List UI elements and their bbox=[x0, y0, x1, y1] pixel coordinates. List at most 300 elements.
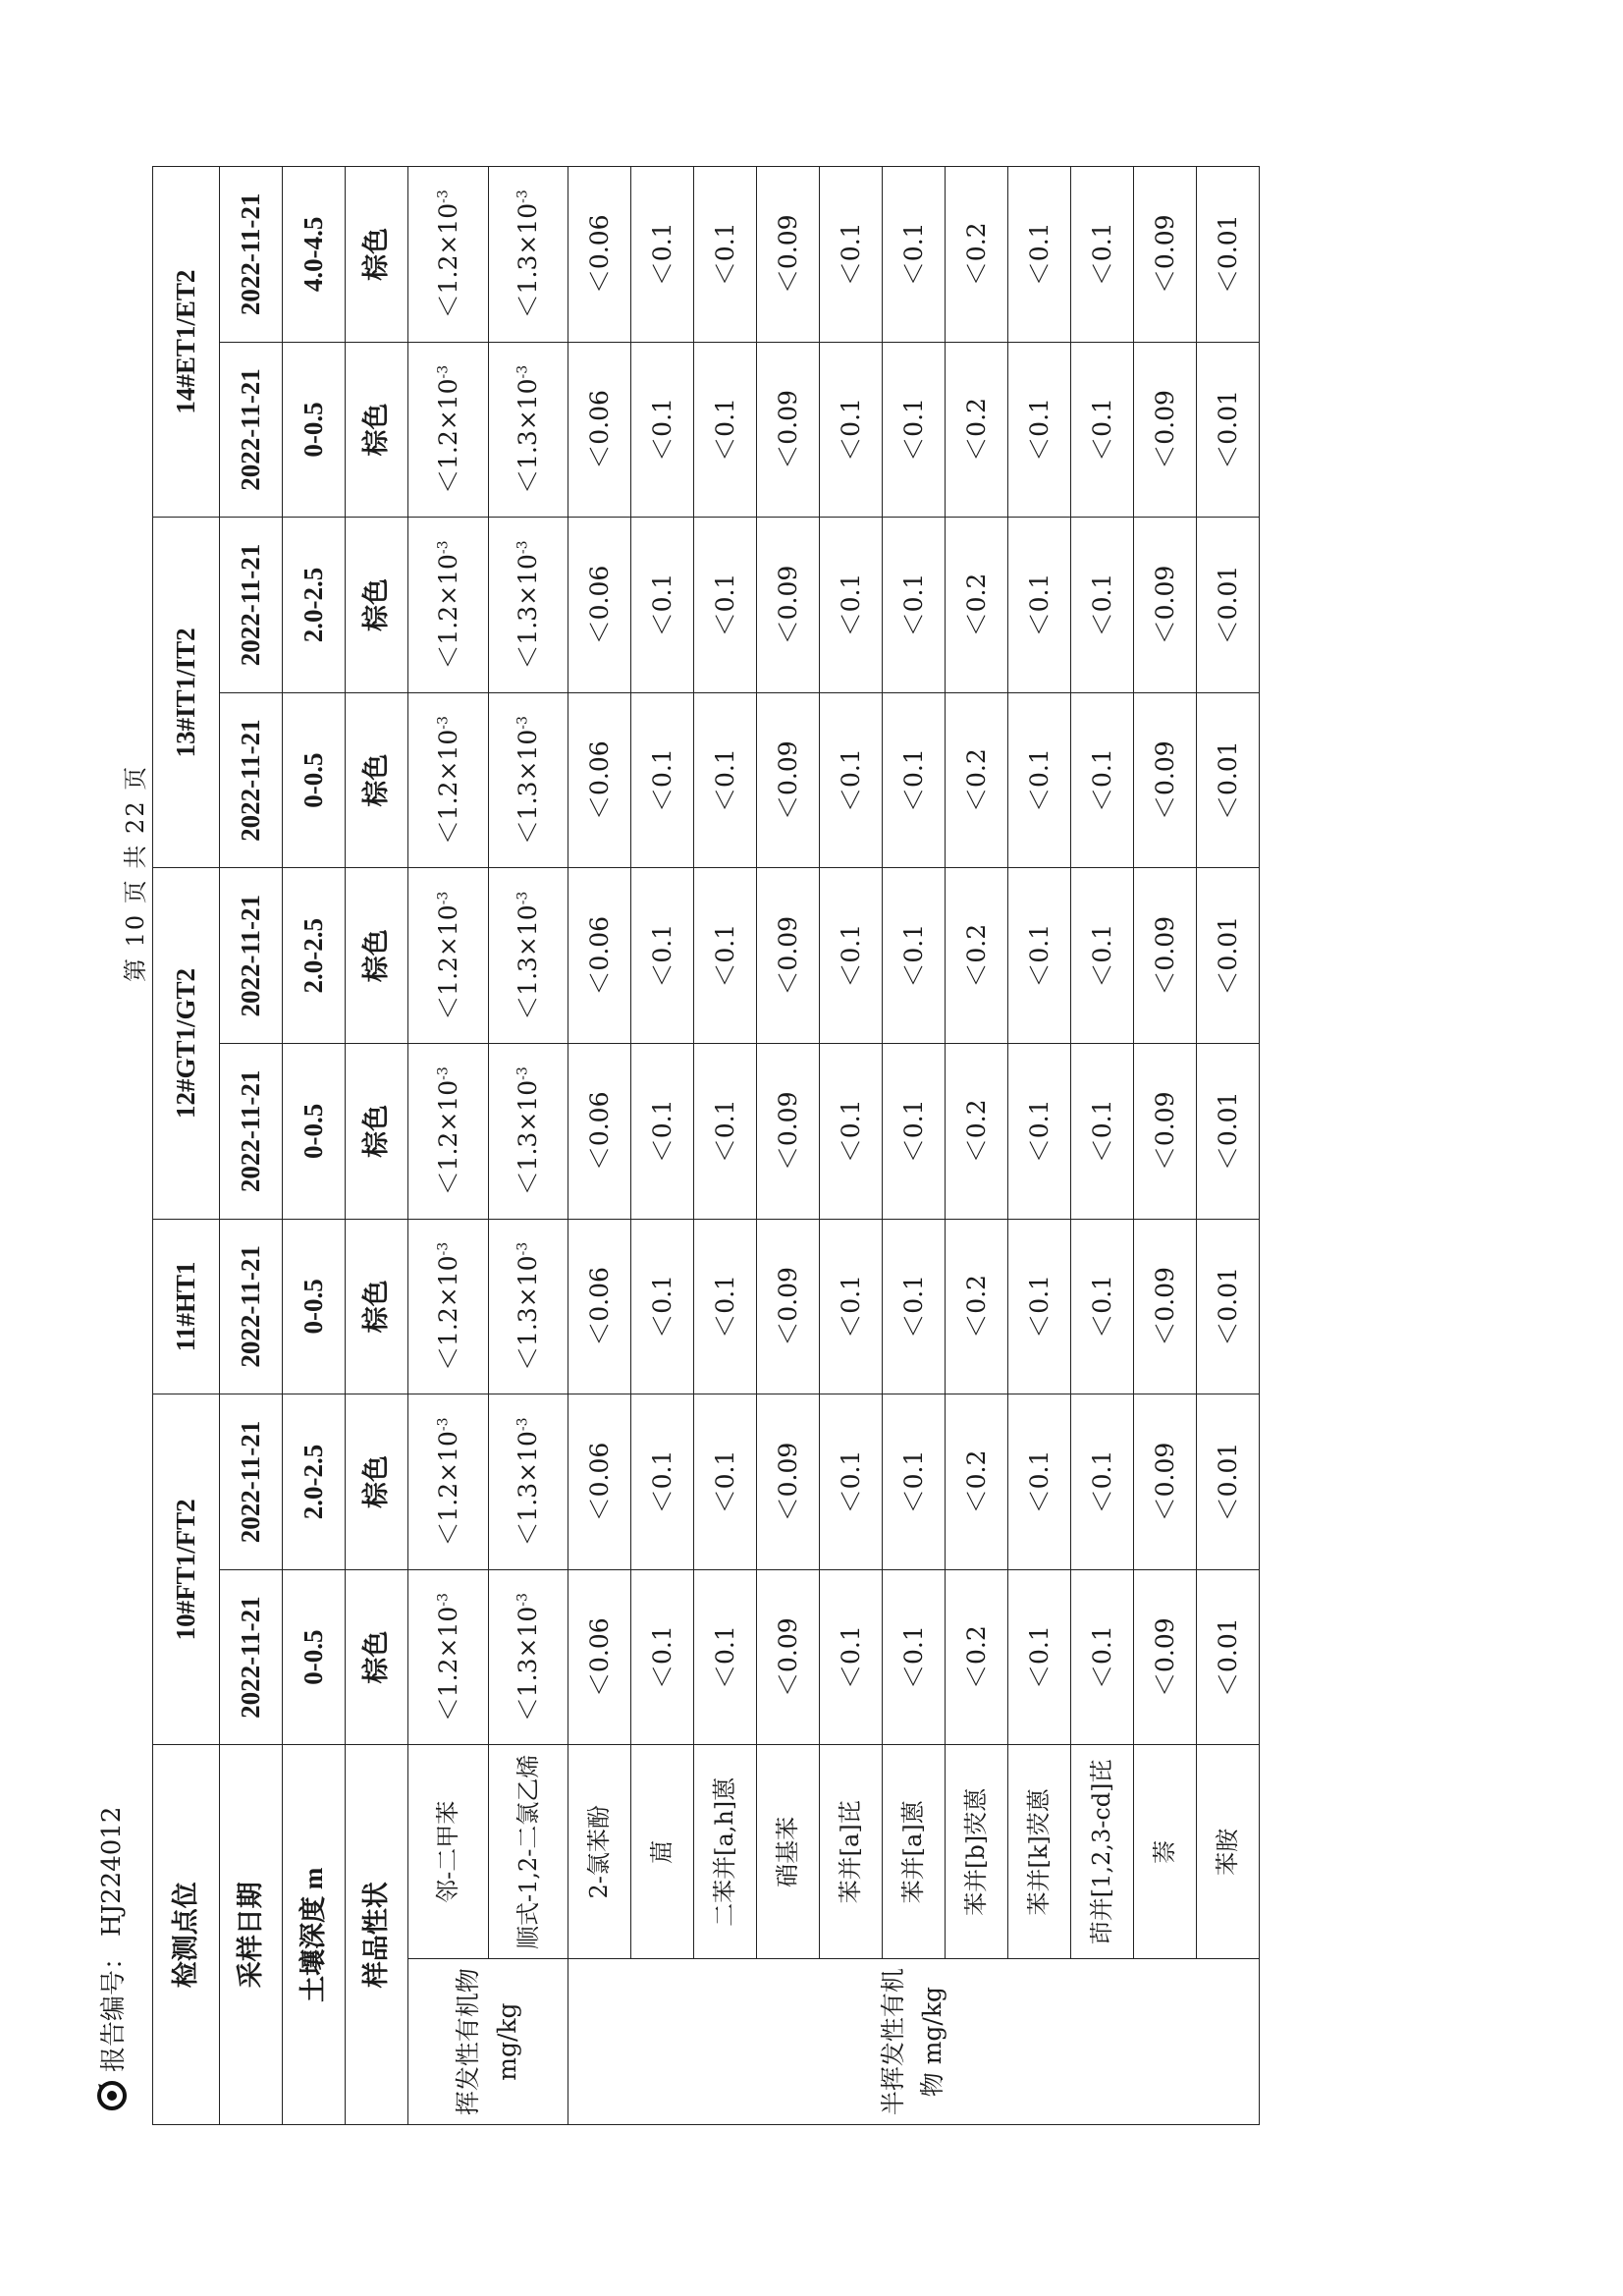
analyte-value bbox=[630, 868, 693, 1044]
analyte-value bbox=[819, 1219, 882, 1394]
value-text: ＜0.2 bbox=[961, 222, 991, 287]
value-text: ＜0.1 bbox=[836, 1275, 865, 1339]
analyte-value bbox=[1133, 692, 1196, 868]
point-name: 13#IT1/IT2 bbox=[153, 518, 220, 868]
value-text: ＜0.09 bbox=[773, 915, 802, 996]
analyte-value bbox=[1196, 518, 1259, 693]
analyte-value bbox=[756, 1219, 819, 1394]
value-exponent: -3 bbox=[514, 1241, 531, 1256]
value-text: ＜0.01 bbox=[1213, 565, 1242, 645]
category-label: 挥发性有机物 mg/kg bbox=[408, 1959, 568, 2125]
sample-depth: 2.0-2.5 bbox=[283, 1394, 346, 1570]
value-text: ＜0.09 bbox=[1150, 740, 1179, 820]
value-exponent: -3 bbox=[435, 1066, 452, 1080]
value-text: ＜0.09 bbox=[773, 1267, 802, 1346]
value-text: ＜0.1 bbox=[647, 748, 676, 813]
value-text: ＜0.1 bbox=[1087, 398, 1116, 462]
value-text: ＜0.2 bbox=[961, 1275, 991, 1339]
value-text: ＜0.1 bbox=[1024, 398, 1054, 462]
value-text: ＜1.2×10 bbox=[433, 554, 462, 670]
sample-date: 2022-11-21 bbox=[220, 1569, 283, 1745]
analyte-value bbox=[1133, 342, 1196, 518]
value-exponent: -3 bbox=[514, 891, 531, 905]
label-trait: 样品性状 bbox=[346, 1745, 408, 2125]
analyte-value bbox=[945, 1044, 1007, 1220]
value-text: ＜0.1 bbox=[836, 573, 865, 637]
analyte-value bbox=[1070, 1394, 1133, 1570]
point-name: 10#FT1/FT2 bbox=[153, 1394, 220, 1745]
analyte-value bbox=[882, 518, 945, 693]
analyte-value bbox=[568, 1044, 630, 1220]
value-text: ＜0.1 bbox=[1087, 1099, 1116, 1164]
value-text: ＜0.09 bbox=[773, 390, 802, 469]
analyte-value bbox=[1007, 518, 1070, 693]
analyte-value bbox=[819, 342, 882, 518]
value-text: ＜1.2×10 bbox=[433, 1606, 462, 1722]
value-text: ＜0.1 bbox=[710, 1625, 739, 1690]
analyte-value bbox=[693, 868, 756, 1044]
analyte-value bbox=[756, 1394, 819, 1570]
analyte-value bbox=[1196, 1394, 1259, 1570]
analyte-value bbox=[488, 692, 568, 868]
value-text: ＜0.1 bbox=[898, 748, 928, 813]
value-text: ＜0.1 bbox=[1087, 1449, 1116, 1514]
report-number: HJ224012 bbox=[96, 1806, 127, 1937]
analyte-value bbox=[568, 1219, 630, 1394]
value-text: ＜0.01 bbox=[1213, 1267, 1242, 1346]
value-text: ＜0.09 bbox=[773, 740, 802, 820]
analyte-value bbox=[1196, 1569, 1259, 1745]
value-exponent: -3 bbox=[435, 364, 452, 379]
analyte-value bbox=[1007, 692, 1070, 868]
value-text: ＜0.1 bbox=[710, 222, 739, 287]
analyte-name: 苯并[b]荧蒽 bbox=[945, 1745, 1007, 1959]
analyte-value bbox=[693, 342, 756, 518]
value-text: ＜1.3×10 bbox=[514, 202, 543, 319]
table-row bbox=[488, 167, 568, 2125]
analyte-name: 顺式-1,2-二氯乙烯 bbox=[488, 1745, 568, 1959]
analyte-value bbox=[408, 868, 488, 1044]
value-text: ＜0.01 bbox=[1213, 915, 1242, 996]
value-text: ＜0.1 bbox=[836, 1099, 865, 1164]
value-text: ＜1.3×10 bbox=[514, 378, 543, 495]
value-exponent: -3 bbox=[435, 190, 452, 203]
value-text: ＜1.2×10 bbox=[433, 729, 462, 846]
value-text: ＜0.2 bbox=[961, 573, 991, 637]
analyte-value bbox=[819, 1394, 882, 1570]
analyte-value bbox=[756, 167, 819, 343]
analyte-value bbox=[1070, 518, 1133, 693]
analyte-value bbox=[945, 518, 1007, 693]
table-row bbox=[1007, 167, 1070, 2125]
value-text: ＜0.1 bbox=[1087, 923, 1116, 988]
value-text: ＜0.1 bbox=[1024, 923, 1054, 988]
value-text: ＜0.1 bbox=[836, 398, 865, 462]
analyte-value bbox=[1070, 1044, 1133, 1220]
value-text: ＜0.1 bbox=[710, 398, 739, 462]
analyte-value bbox=[630, 1569, 693, 1745]
analyte-value bbox=[693, 518, 756, 693]
value-text: ＜0.1 bbox=[836, 923, 865, 988]
value-text: ＜0.1 bbox=[898, 923, 928, 988]
category-label: 半挥发性有机物 mg/kg bbox=[568, 1959, 1259, 2125]
table-row bbox=[1196, 167, 1259, 2125]
analyte-value bbox=[756, 692, 819, 868]
analyte-name: 䓛 bbox=[630, 1745, 693, 1959]
analyte-value bbox=[1196, 1219, 1259, 1394]
analyte-name: 苯并[a]蒽 bbox=[882, 1745, 945, 1959]
value-text: ＜0.1 bbox=[710, 1099, 739, 1164]
value-text: ＜0.1 bbox=[1087, 573, 1116, 637]
analyte-name: 苯并[k]荧蒽 bbox=[1007, 1745, 1070, 1959]
sample-date: 2022-11-21 bbox=[220, 1394, 283, 1570]
page-number: 第 10 页 共 22 页 bbox=[122, 764, 149, 982]
company-logo-icon bbox=[96, 2080, 128, 2111]
value-text: ＜0.2 bbox=[961, 1625, 991, 1690]
analyte-value bbox=[693, 1219, 756, 1394]
value-text: ＜0.06 bbox=[584, 1617, 614, 1697]
value-text: ＜0.1 bbox=[710, 923, 739, 988]
value-text: ＜0.06 bbox=[584, 740, 614, 820]
value-exponent: -3 bbox=[514, 364, 531, 379]
analyte-value bbox=[408, 342, 488, 518]
value-exponent: -3 bbox=[435, 540, 452, 555]
value-text: ＜1.3×10 bbox=[514, 904, 543, 1020]
analyte-value bbox=[1196, 1044, 1259, 1220]
analyte-value bbox=[945, 1219, 1007, 1394]
value-text: ＜0.01 bbox=[1213, 1617, 1242, 1697]
value-text: ＜0.2 bbox=[961, 1099, 991, 1164]
value-text: ＜0.09 bbox=[1150, 1267, 1179, 1346]
value-text: ＜0.06 bbox=[584, 1267, 614, 1346]
analyte-value bbox=[1196, 342, 1259, 518]
analyte-value bbox=[488, 868, 568, 1044]
analyte-value bbox=[756, 1569, 819, 1745]
analyte-value bbox=[1070, 692, 1133, 868]
value-text: ＜0.1 bbox=[898, 1625, 928, 1690]
header-row-date bbox=[220, 167, 283, 2125]
value-text: ＜0.1 bbox=[1024, 1625, 1054, 1690]
value-text: ＜0.1 bbox=[647, 398, 676, 462]
sample-date: 2022-11-21 bbox=[220, 1219, 283, 1394]
analyte-value bbox=[488, 1219, 568, 1394]
sample-depth: 2.0-2.5 bbox=[283, 868, 346, 1044]
value-text: ＜0.09 bbox=[773, 1091, 802, 1172]
value-text: ＜0.1 bbox=[836, 1449, 865, 1514]
analyte-value bbox=[408, 1044, 488, 1220]
analyte-value bbox=[568, 1569, 630, 1745]
analyte-value bbox=[756, 1044, 819, 1220]
analyte-value bbox=[488, 1569, 568, 1745]
analyte-value bbox=[882, 1044, 945, 1220]
analyte-value bbox=[568, 167, 630, 343]
value-text: ＜0.1 bbox=[647, 1275, 676, 1339]
value-text: ＜0.1 bbox=[1087, 1275, 1116, 1339]
value-text: ＜1.3×10 bbox=[514, 1079, 543, 1196]
analyte-value bbox=[882, 167, 945, 343]
analyte-value bbox=[882, 1569, 945, 1745]
table-row bbox=[945, 167, 1007, 2125]
value-text: ＜0.09 bbox=[773, 1617, 802, 1697]
point-name: 11#HT1 bbox=[153, 1219, 220, 1394]
sample-trait: 棕色 bbox=[346, 342, 408, 518]
sample-depth: 4.0-4.5 bbox=[283, 167, 346, 343]
value-text: ＜0.2 bbox=[961, 398, 991, 462]
value-text: ＜0.1 bbox=[1087, 748, 1116, 813]
analyte-value bbox=[1007, 167, 1070, 343]
value-text: ＜0.09 bbox=[773, 1442, 802, 1522]
point-name: 14#ET1/ET2 bbox=[153, 167, 220, 518]
sample-trait: 棕色 bbox=[346, 1219, 408, 1394]
header-row-depth bbox=[283, 167, 346, 2125]
value-text: ＜1.2×10 bbox=[433, 378, 462, 495]
analyte-value bbox=[819, 518, 882, 693]
analyte-value bbox=[756, 342, 819, 518]
sample-depth: 2.0-2.5 bbox=[283, 518, 346, 693]
value-text: ＜0.06 bbox=[584, 214, 614, 295]
sample-trait: 棕色 bbox=[346, 868, 408, 1044]
value-text: ＜0.1 bbox=[710, 1275, 739, 1339]
sample-depth: 0-0.5 bbox=[283, 342, 346, 518]
table-row bbox=[882, 167, 945, 2125]
value-exponent: -3 bbox=[514, 1417, 531, 1432]
sample-depth: 0-0.5 bbox=[283, 1569, 346, 1745]
analyte-value bbox=[1133, 1569, 1196, 1745]
sample-trait: 棕色 bbox=[346, 518, 408, 693]
value-text: ＜0.1 bbox=[647, 222, 676, 287]
value-text: ＜0.1 bbox=[1024, 573, 1054, 637]
sample-depth: 0-0.5 bbox=[283, 692, 346, 868]
value-text: ＜0.06 bbox=[584, 1442, 614, 1522]
value-text: ＜1.3×10 bbox=[514, 1606, 543, 1722]
table-row bbox=[568, 167, 630, 2125]
value-text: ＜0.1 bbox=[898, 222, 928, 287]
analyte-value bbox=[693, 167, 756, 343]
sample-date: 2022-11-21 bbox=[220, 1044, 283, 1220]
analyte-value bbox=[693, 1569, 756, 1745]
value-text: ＜0.09 bbox=[1150, 915, 1179, 996]
table-row bbox=[630, 167, 693, 2125]
analyte-value bbox=[945, 692, 1007, 868]
analyte-value bbox=[1007, 1219, 1070, 1394]
analyte-name: 硝基苯 bbox=[756, 1745, 819, 1959]
header-row-trait bbox=[346, 167, 408, 2125]
results-table-wrapper bbox=[152, 166, 1260, 2125]
value-text: ＜0.1 bbox=[710, 748, 739, 813]
analyte-value bbox=[1196, 692, 1259, 868]
value-text: ＜0.09 bbox=[1150, 1091, 1179, 1172]
analyte-value bbox=[630, 167, 693, 343]
analyte-value bbox=[945, 868, 1007, 1044]
value-text: ＜0.1 bbox=[710, 1449, 739, 1514]
analyte-value bbox=[756, 518, 819, 693]
analyte-value bbox=[1133, 1394, 1196, 1570]
sample-depth: 0-0.5 bbox=[283, 1044, 346, 1220]
sample-date: 2022-11-21 bbox=[220, 868, 283, 1044]
analyte-name: 邻-二甲苯 bbox=[408, 1745, 488, 1959]
value-text: ＜1.2×10 bbox=[433, 1255, 462, 1372]
analyte-value bbox=[693, 692, 756, 868]
value-text: ＜1.2×10 bbox=[433, 1079, 462, 1196]
analyte-value bbox=[1196, 868, 1259, 1044]
value-text: ＜0.1 bbox=[1024, 222, 1054, 287]
results-table bbox=[152, 166, 1260, 2125]
value-text: ＜0.2 bbox=[961, 923, 991, 988]
table-row bbox=[408, 167, 488, 2125]
analyte-value bbox=[1007, 1569, 1070, 1745]
value-text: ＜0.09 bbox=[1150, 390, 1179, 469]
analyte-value bbox=[630, 1219, 693, 1394]
value-text: ＜0.1 bbox=[1087, 1625, 1116, 1690]
analyte-value bbox=[408, 1394, 488, 1570]
value-text: ＜0.1 bbox=[647, 573, 676, 637]
results-table-body bbox=[153, 167, 1260, 2125]
value-text: ＜0.01 bbox=[1213, 1442, 1242, 1522]
value-exponent: -3 bbox=[514, 190, 531, 203]
analyte-value bbox=[630, 342, 693, 518]
sample-depth: 0-0.5 bbox=[283, 1219, 346, 1394]
sample-date: 2022-11-21 bbox=[220, 342, 283, 518]
value-text: ＜0.1 bbox=[898, 1099, 928, 1164]
analyte-value bbox=[568, 342, 630, 518]
value-text: ＜1.3×10 bbox=[514, 554, 543, 670]
value-text: ＜0.01 bbox=[1213, 390, 1242, 469]
value-text: ＜0.09 bbox=[1150, 1442, 1179, 1522]
analyte-value bbox=[1133, 518, 1196, 693]
value-text: ＜0.1 bbox=[1024, 748, 1054, 813]
analyte-value bbox=[568, 518, 630, 693]
value-text: ＜0.09 bbox=[773, 214, 802, 295]
sample-trait: 棕色 bbox=[346, 1394, 408, 1570]
analyte-value bbox=[945, 1569, 1007, 1745]
value-text: ＜0.06 bbox=[584, 390, 614, 469]
value-text: ＜1.3×10 bbox=[514, 1255, 543, 1372]
analyte-value bbox=[882, 868, 945, 1044]
analyte-name: 2-氯苯酚 bbox=[568, 1745, 630, 1959]
value-exponent: -3 bbox=[435, 1241, 452, 1256]
value-text: ＜0.1 bbox=[898, 1275, 928, 1339]
table-row bbox=[819, 167, 882, 2125]
value-exponent: -3 bbox=[514, 716, 531, 730]
value-text: ＜0.1 bbox=[898, 573, 928, 637]
report-number-label: 报告编号： bbox=[99, 1943, 129, 2072]
analyte-value bbox=[1196, 167, 1259, 343]
value-text: ＜0.1 bbox=[898, 398, 928, 462]
sample-trait: 棕色 bbox=[346, 1044, 408, 1220]
analyte-value bbox=[1070, 167, 1133, 343]
report-header bbox=[93, 1807, 130, 2111]
table-row bbox=[756, 167, 819, 2125]
value-text: ＜0.06 bbox=[584, 915, 614, 996]
analyte-value bbox=[568, 868, 630, 1044]
value-text: ＜0.2 bbox=[961, 1449, 991, 1514]
analyte-value bbox=[568, 1394, 630, 1570]
value-exponent: -3 bbox=[435, 1593, 452, 1607]
value-text: ＜0.1 bbox=[647, 1449, 676, 1514]
value-text: ＜0.01 bbox=[1213, 740, 1242, 820]
analyte-value bbox=[693, 1044, 756, 1220]
analyte-value bbox=[1070, 1219, 1133, 1394]
value-text: ＜0.06 bbox=[584, 565, 614, 645]
value-text: ＜1.3×10 bbox=[514, 1431, 543, 1547]
analyte-value bbox=[1007, 1044, 1070, 1220]
analyte-value bbox=[1007, 1394, 1070, 1570]
value-text: ＜0.1 bbox=[647, 1099, 676, 1164]
sample-date: 2022-11-21 bbox=[220, 692, 283, 868]
value-text: ＜0.06 bbox=[584, 1091, 614, 1172]
analyte-value bbox=[693, 1394, 756, 1570]
analyte-name: 苯胺 bbox=[1196, 1745, 1259, 1959]
sample-date: 2022-11-21 bbox=[220, 518, 283, 693]
analyte-name: 二苯并[a,h]蒽 bbox=[693, 1745, 756, 1959]
analyte-value bbox=[1007, 342, 1070, 518]
value-text: ＜0.1 bbox=[1024, 1449, 1054, 1514]
analyte-value bbox=[408, 167, 488, 343]
analyte-value bbox=[819, 167, 882, 343]
value-exponent: -3 bbox=[514, 540, 531, 555]
value-text: ＜0.09 bbox=[773, 565, 802, 645]
analyte-value bbox=[819, 868, 882, 1044]
analyte-value bbox=[819, 1044, 882, 1220]
label-date: 采样日期 bbox=[220, 1745, 283, 2125]
analyte-value bbox=[408, 1569, 488, 1745]
analyte-value bbox=[630, 1394, 693, 1570]
analyte-name: 苯并[a]芘 bbox=[819, 1745, 882, 1959]
analyte-value bbox=[945, 342, 1007, 518]
sample-trait: 棕色 bbox=[346, 167, 408, 343]
analyte-name: 萘 bbox=[1133, 1745, 1196, 1959]
analyte-value bbox=[1070, 342, 1133, 518]
value-text: ＜1.3×10 bbox=[514, 729, 543, 846]
value-exponent: -3 bbox=[435, 1417, 452, 1432]
value-text: ＜0.1 bbox=[1024, 1099, 1054, 1164]
value-exponent: -3 bbox=[435, 891, 452, 905]
value-text: ＜0.1 bbox=[1087, 222, 1116, 287]
analyte-value bbox=[756, 868, 819, 1044]
header-row-point bbox=[153, 167, 220, 2125]
value-text: ＜0.1 bbox=[836, 748, 865, 813]
value-text: ＜0.1 bbox=[1024, 1275, 1054, 1339]
table-row bbox=[693, 167, 756, 2125]
value-text: ＜1.2×10 bbox=[433, 202, 462, 319]
value-text: ＜0.09 bbox=[1150, 565, 1179, 645]
analyte-value bbox=[488, 1394, 568, 1570]
value-text: ＜0.1 bbox=[647, 923, 676, 988]
analyte-value bbox=[488, 1044, 568, 1220]
analyte-value bbox=[488, 167, 568, 343]
analyte-value bbox=[1133, 1219, 1196, 1394]
analyte-value bbox=[945, 167, 1007, 343]
analyte-value bbox=[882, 1219, 945, 1394]
analyte-value bbox=[1070, 868, 1133, 1044]
analyte-value bbox=[882, 1394, 945, 1570]
analyte-value bbox=[630, 692, 693, 868]
analyte-value bbox=[408, 1219, 488, 1394]
analyte-value bbox=[408, 692, 488, 868]
label-depth: 土壤深度 m bbox=[283, 1745, 346, 2125]
analyte-name: 茚并[1,2,3-cd]芘 bbox=[1070, 1745, 1133, 1959]
value-exponent: -3 bbox=[514, 1593, 531, 1607]
value-text: ＜1.2×10 bbox=[433, 1431, 462, 1547]
value-text: ＜0.09 bbox=[1150, 214, 1179, 295]
analyte-value bbox=[568, 692, 630, 868]
analyte-value bbox=[1133, 1044, 1196, 1220]
value-text: ＜0.01 bbox=[1213, 214, 1242, 295]
analyte-value bbox=[488, 518, 568, 693]
sample-trait: 棕色 bbox=[346, 692, 408, 868]
value-exponent: -3 bbox=[514, 1066, 531, 1080]
value-text: ＜0.2 bbox=[961, 748, 991, 813]
